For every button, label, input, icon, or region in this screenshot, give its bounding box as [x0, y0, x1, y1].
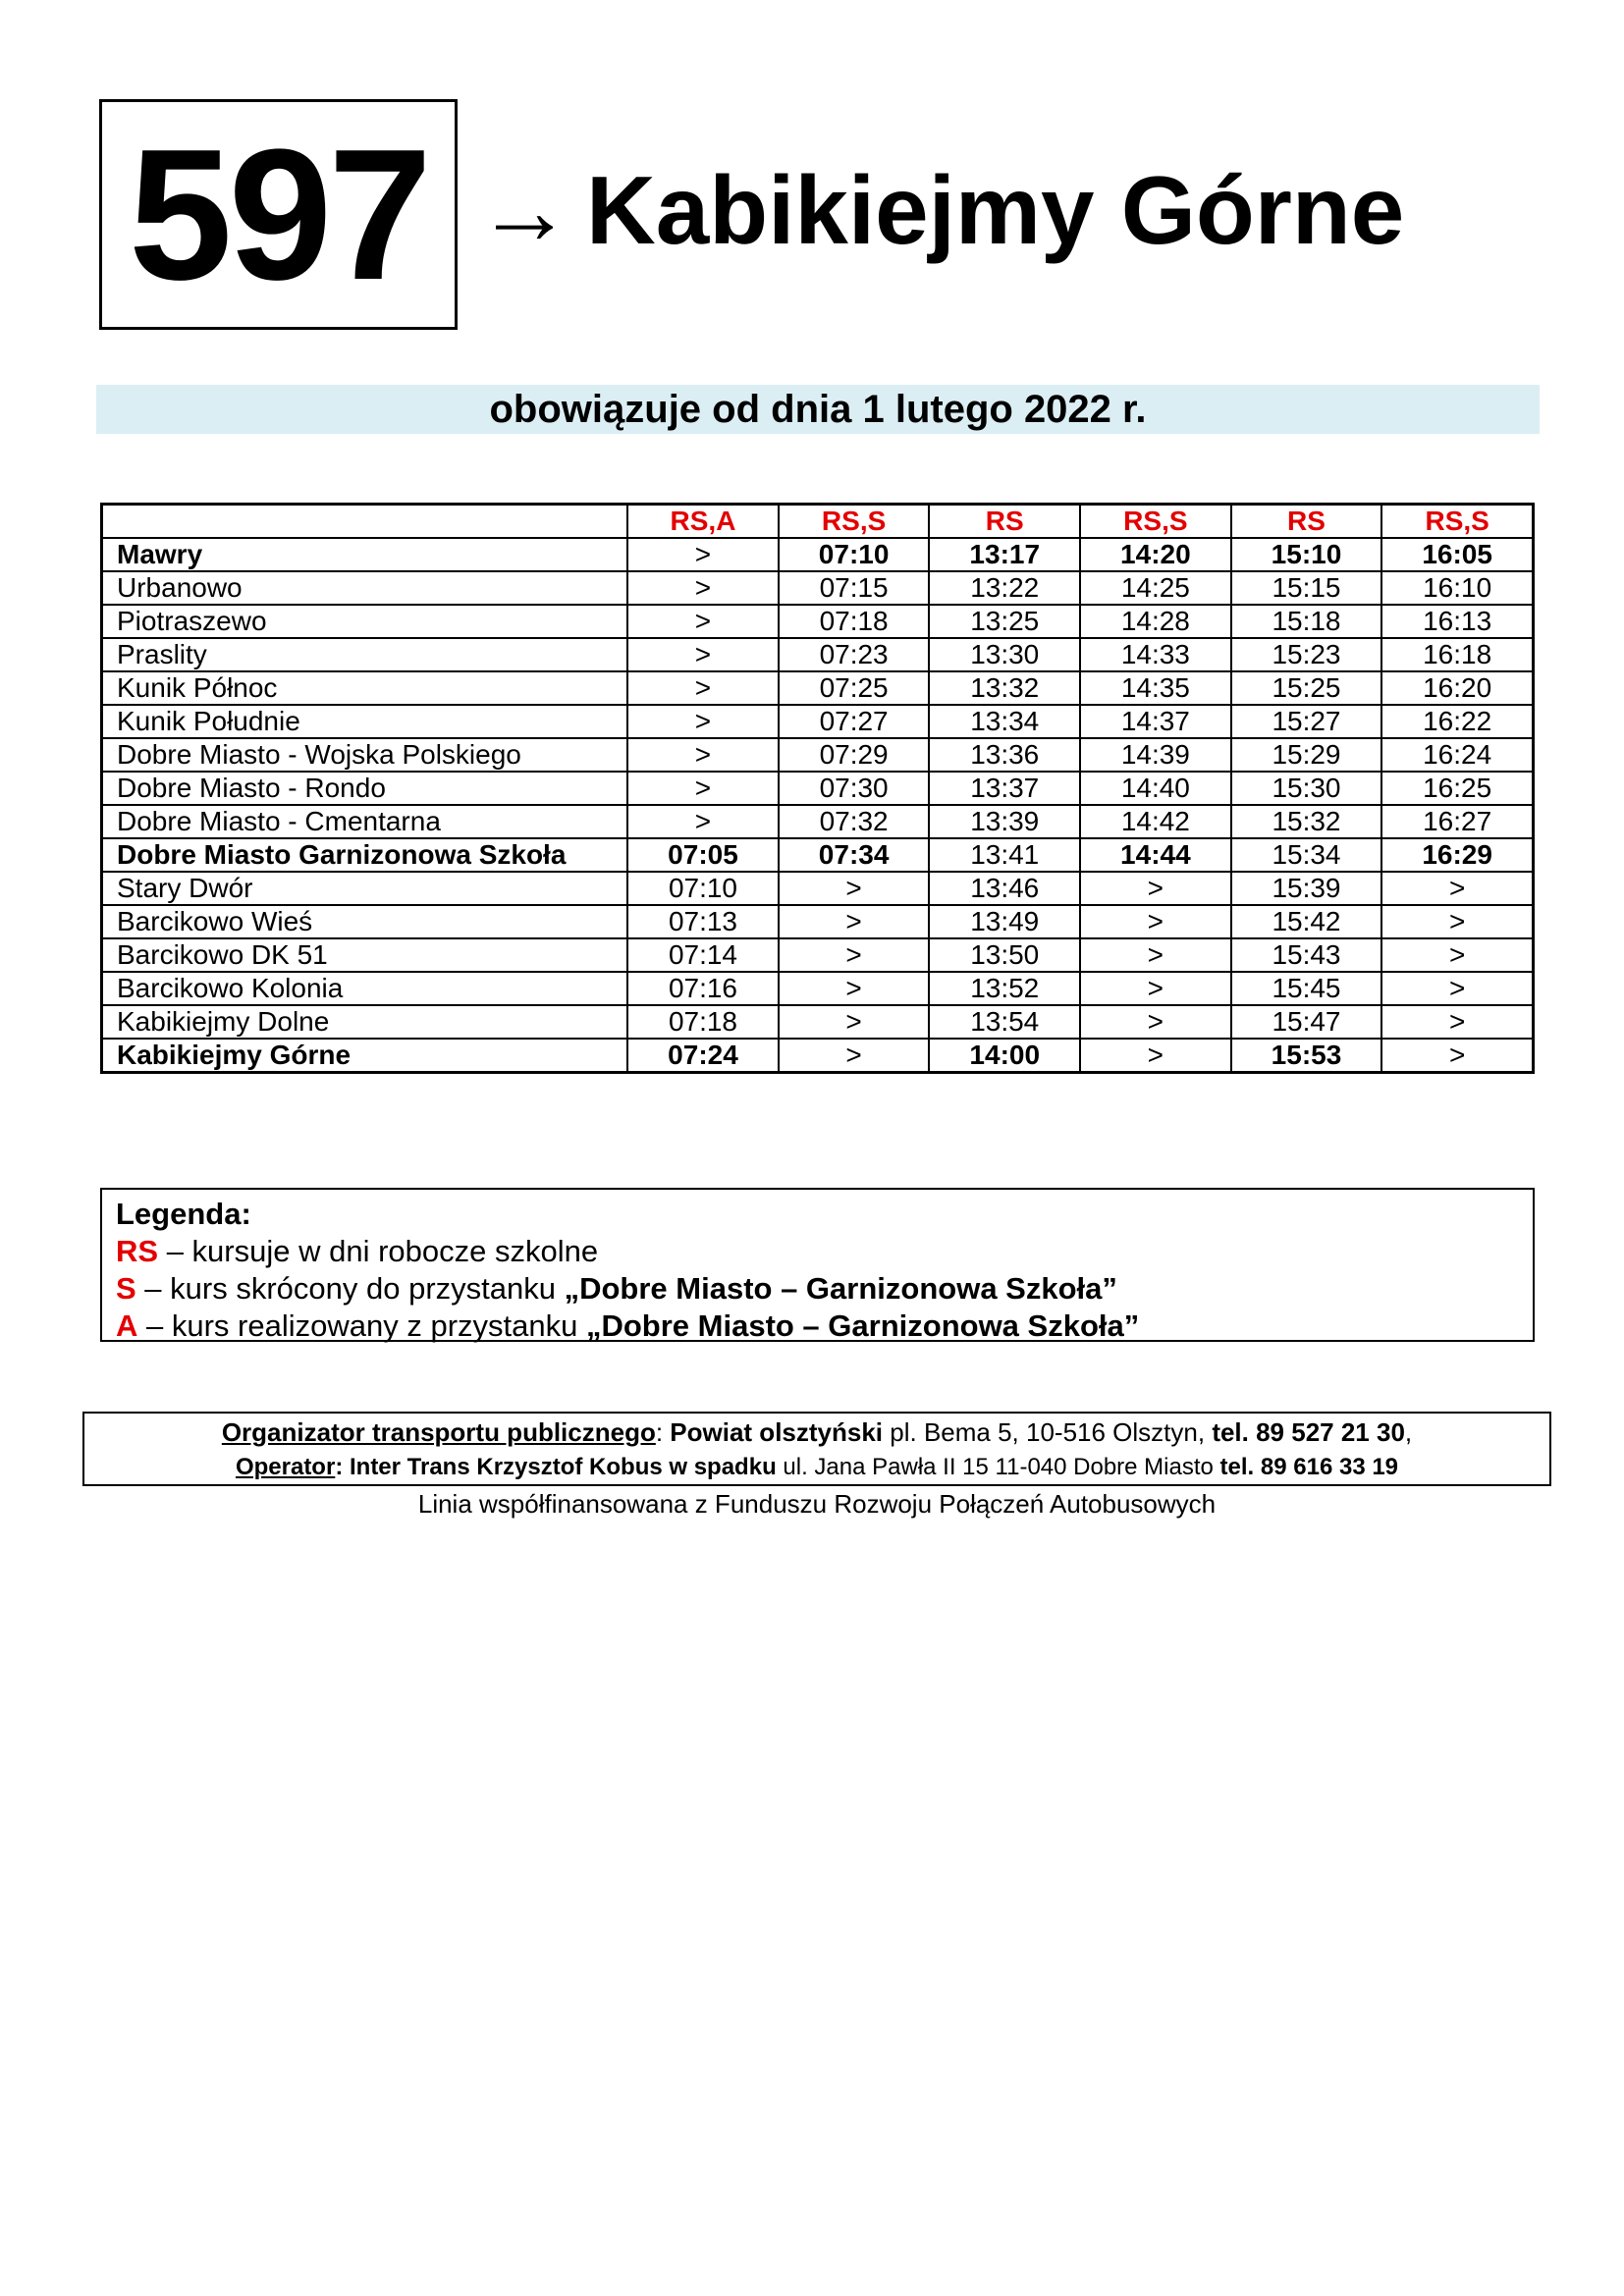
timetable	[100, 503, 1535, 1074]
departure-time: 15:42	[1231, 905, 1382, 938]
table-row	[102, 772, 1534, 805]
organizer-label: Organizator transportu publicznego	[221, 1417, 656, 1447]
departure-time: 13:36	[929, 738, 1080, 772]
departure-time: 15:53	[1231, 1039, 1382, 1073]
departure-time: 14:37	[1080, 705, 1231, 738]
departure-time: >	[779, 938, 930, 972]
departure-time: 07:18	[627, 1005, 779, 1039]
stop-name: Dobre Miasto - Cmentarna	[102, 805, 628, 838]
organizer-info	[82, 1412, 1551, 1486]
departure-time: >	[1080, 972, 1231, 1005]
stop-name: Kunik Północ	[102, 671, 628, 705]
stop-name: Piotraszewo	[102, 605, 628, 638]
departure-time: >	[1080, 905, 1231, 938]
departure-time: 14:25	[1080, 571, 1231, 605]
legend-text: – kurs skrócony do przystanku	[135, 1271, 565, 1306]
operator-address: ul. Jana Pawła II 15 11-040 Dobre Miasto	[776, 1454, 1220, 1480]
departure-time: >	[1080, 938, 1231, 972]
course-header: RS,A	[627, 505, 779, 539]
departure-time: 15:27	[1231, 705, 1382, 738]
departure-time: 14:35	[1080, 671, 1231, 705]
legend-item	[116, 1270, 1519, 1308]
departure-time: 07:10	[627, 872, 779, 905]
table-row	[102, 705, 1534, 738]
departure-time: 14:20	[1080, 538, 1231, 571]
organizer-end: ,	[1404, 1417, 1413, 1447]
departure-time: 07:30	[779, 772, 930, 805]
operator-sep: :	[335, 1454, 350, 1480]
stop-name: Barcikowo Wieś	[102, 905, 628, 938]
departure-time: 07:29	[779, 738, 930, 772]
departure-time: 07:34	[779, 838, 930, 872]
departure-time: 13:37	[929, 772, 1080, 805]
departure-time: >	[627, 738, 779, 772]
departure-time: 13:32	[929, 671, 1080, 705]
departure-time: 07:23	[779, 638, 930, 671]
departure-time: >	[779, 905, 930, 938]
legend-stop-name: „Dobre Miasto – Garnizonowa Szkoła”	[585, 1308, 1140, 1343]
legend-text: – kursuje w dni robocze szkolne	[158, 1234, 599, 1268]
departure-time: 13:41	[929, 838, 1080, 872]
departure-time: 15:45	[1231, 972, 1382, 1005]
departure-time: >	[627, 671, 779, 705]
legend-key: A	[116, 1308, 138, 1343]
departure-time: >	[627, 805, 779, 838]
departure-time: 13:22	[929, 571, 1080, 605]
departure-time: 16:05	[1381, 538, 1533, 571]
stop-name: Kabikiejmy Górne	[102, 1039, 628, 1073]
departure-time: 07:10	[779, 538, 930, 571]
departure-time: >	[627, 772, 779, 805]
operator-name: Inter Trans Krzysztof Kobus w spadku	[349, 1454, 777, 1480]
cofinance-note: Linia współfinansowana z Funduszu Rozwoju Połączeń Autobusowych	[417, 1489, 1217, 1519]
course-header: RS	[1231, 505, 1382, 539]
table-row	[102, 905, 1534, 938]
departure-time: 13:46	[929, 872, 1080, 905]
departure-time: 07:16	[627, 972, 779, 1005]
line-number-box	[99, 99, 458, 330]
departure-time: >	[779, 1005, 930, 1039]
stop-column-header	[102, 505, 628, 539]
departure-time: >	[779, 872, 930, 905]
line-number: 597	[128, 110, 428, 319]
departure-time: 13:54	[929, 1005, 1080, 1039]
departure-time: 16:22	[1381, 705, 1533, 738]
departure-time: 07:15	[779, 571, 930, 605]
destination-heading	[476, 156, 1405, 264]
course-header: RS,S	[779, 505, 930, 539]
departure-time: 07:18	[779, 605, 930, 638]
departure-time: 15:39	[1231, 872, 1382, 905]
table-row	[102, 605, 1534, 638]
legend-item	[116, 1233, 1519, 1270]
departure-time: 13:52	[929, 972, 1080, 1005]
departure-time: >	[627, 705, 779, 738]
departure-time: 15:29	[1231, 738, 1382, 772]
table-row	[102, 1039, 1534, 1073]
departure-time: 16:10	[1381, 571, 1533, 605]
legend-title: Legenda:	[116, 1197, 251, 1231]
departure-time: >	[779, 1039, 930, 1073]
legend-key: RS	[116, 1234, 159, 1268]
stop-name: Kunik Południe	[102, 705, 628, 738]
table-row	[102, 638, 1534, 671]
table-row	[102, 805, 1534, 838]
departure-time: >	[1381, 1005, 1533, 1039]
departure-time: 14:42	[1080, 805, 1231, 838]
departure-time: >	[1381, 938, 1533, 972]
departure-time: 07:13	[627, 905, 779, 938]
departure-time: 15:23	[1231, 638, 1382, 671]
course-header: RS	[929, 505, 1080, 539]
table-row	[102, 571, 1534, 605]
table-row	[102, 738, 1534, 772]
stop-name: Mawry	[102, 538, 628, 571]
stop-name: Praslity	[102, 638, 628, 671]
departure-time: 07:27	[779, 705, 930, 738]
legend-key: S	[116, 1271, 136, 1306]
departure-time: 15:43	[1231, 938, 1382, 972]
departure-time: 14:39	[1080, 738, 1231, 772]
departure-time: 07:14	[627, 938, 779, 972]
stop-name: Barcikowo Kolonia	[102, 972, 628, 1005]
table-row	[102, 671, 1534, 705]
departure-time: 13:39	[929, 805, 1080, 838]
departure-time: 14:00	[929, 1039, 1080, 1073]
departure-time: 16:24	[1381, 738, 1533, 772]
departure-time: 07:32	[779, 805, 930, 838]
departure-time: 07:05	[627, 838, 779, 872]
operator-phone: tel. 89 616 33 19	[1219, 1454, 1399, 1480]
departure-time: 16:27	[1381, 805, 1533, 838]
departure-time: >	[779, 972, 930, 1005]
departure-time: >	[1381, 1039, 1533, 1073]
organizer-name: Powiat olsztyński	[670, 1417, 884, 1447]
organizer-sep: :	[655, 1417, 671, 1447]
departure-time: >	[627, 538, 779, 571]
departure-time: 16:20	[1381, 671, 1533, 705]
stop-name: Dobre Miasto - Wojska Polskiego	[102, 738, 628, 772]
validity-banner	[96, 385, 1540, 434]
table-row	[102, 1005, 1534, 1039]
departure-time: >	[1381, 972, 1533, 1005]
departure-time: >	[1080, 872, 1231, 905]
operator-label: Operator	[235, 1454, 336, 1480]
stop-name: Dobre Miasto - Rondo	[102, 772, 628, 805]
departure-time: 15:32	[1231, 805, 1382, 838]
departure-time: 15:30	[1231, 772, 1382, 805]
departure-time: >	[627, 571, 779, 605]
course-header: RS,S	[1381, 505, 1533, 539]
departure-time: 15:10	[1231, 538, 1382, 571]
timetable-header-row	[102, 505, 1534, 539]
departure-time: 14:28	[1080, 605, 1231, 638]
departure-time: 14:44	[1080, 838, 1231, 872]
table-row	[102, 838, 1534, 872]
course-header: RS,S	[1080, 505, 1231, 539]
departure-time: 13:49	[929, 905, 1080, 938]
departure-time: 13:30	[929, 638, 1080, 671]
departure-time: 15:25	[1231, 671, 1382, 705]
departure-time: 15:18	[1231, 605, 1382, 638]
legend-text: – kurs realizowany z przystanku	[137, 1308, 586, 1343]
departure-time: 16:29	[1381, 838, 1533, 872]
table-row	[102, 972, 1534, 1005]
departure-time: 07:25	[779, 671, 930, 705]
departure-time: 16:25	[1381, 772, 1533, 805]
departure-time: 15:34	[1231, 838, 1382, 872]
departure-time: 13:34	[929, 705, 1080, 738]
departure-time: 15:47	[1231, 1005, 1382, 1039]
departure-time: >	[1381, 872, 1533, 905]
operator-line	[84, 1450, 1549, 1484]
organizer-address: pl. Bema 5, 10-516 Olsztyn,	[883, 1417, 1213, 1447]
table-row	[102, 538, 1534, 571]
arrow-right-icon: →	[476, 156, 572, 264]
table-row	[102, 938, 1534, 972]
departure-time: 14:33	[1080, 638, 1231, 671]
organizer-line	[84, 1415, 1549, 1450]
stop-name: Dobre Miasto Garnizonowa Szkoła	[102, 838, 628, 872]
departure-time: >	[1381, 905, 1533, 938]
departure-time: 07:24	[627, 1039, 779, 1073]
stop-name: Kabikiejmy Dolne	[102, 1005, 628, 1039]
timetable-body	[102, 538, 1534, 1073]
departure-time: 14:40	[1080, 772, 1231, 805]
stop-name: Barcikowo DK 51	[102, 938, 628, 972]
destination-name: Kabikiejmy Górne	[586, 156, 1405, 264]
legend-item	[116, 1308, 1519, 1345]
departure-time: >	[627, 638, 779, 671]
departure-time: >	[627, 605, 779, 638]
departure-time: 13:17	[929, 538, 1080, 571]
stop-name: Stary Dwór	[102, 872, 628, 905]
legend-stop-name: „Dobre Miasto – Garnizonowa Szkoła”	[564, 1271, 1117, 1306]
table-row	[102, 872, 1534, 905]
stop-name: Urbanowo	[102, 571, 628, 605]
departure-time: 16:18	[1381, 638, 1533, 671]
legend	[100, 1188, 1535, 1342]
departure-time: >	[1080, 1039, 1231, 1073]
departure-time: 13:50	[929, 938, 1080, 972]
departure-time: 13:25	[929, 605, 1080, 638]
departure-time: 15:15	[1231, 571, 1382, 605]
departure-time: >	[1080, 1005, 1231, 1039]
departure-time: 16:13	[1381, 605, 1533, 638]
organizer-phone: tel. 89 527 21 30	[1212, 1417, 1405, 1447]
validity-text: obowiązuje od dnia 1 lutego 2022 r.	[489, 387, 1147, 431]
